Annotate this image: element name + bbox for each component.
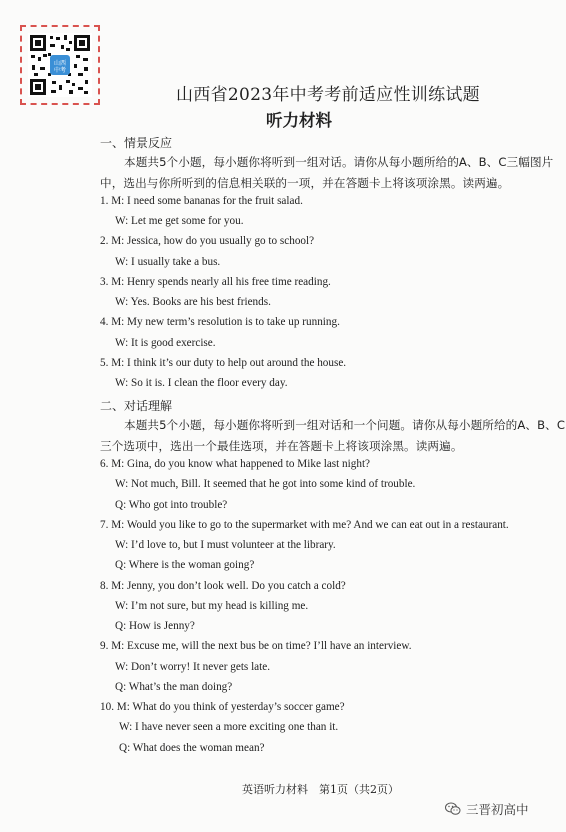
dialogue-line: 9. M: Excuse me, will the next bus be on time? I’ll have an interview.: [100, 640, 412, 652]
qr-code-frame: [20, 25, 100, 105]
dialogue-line: 1. M: I need some bananas for the fruit salad.: [100, 195, 303, 207]
section2-heading: 二、对话理解: [100, 399, 173, 413]
section2-instruction-line1: 本题共5个小题，每小题你将听到一组对话和一个问题。请你从每小题所给的A、B、C: [124, 418, 566, 432]
page-subtitle: 听力材料: [266, 111, 332, 130]
qr-badge-text: 山西中考: [53, 60, 66, 74]
dialogue-line: W: I usually take a bus.: [115, 256, 221, 268]
dialogue-line: W: Let me get some for you.: [115, 215, 244, 227]
page-footer: 英语听力材料 第1页（共2页）: [242, 783, 399, 796]
section1-instruction-line2: 中，选出与你所听到的信息相关联的一项，并在答题卡上将该项涂黑。读两遍。: [100, 176, 510, 190]
dialogue-line: W: I’d love to, but I must volunteer at the library.: [115, 539, 336, 551]
dialogue-line: Q: How is Jenny?: [115, 620, 195, 632]
section2-instruction-line2: 三个选项中，选出一个最佳选项，并在答题卡上将该项涂黑。读两遍。: [100, 439, 463, 453]
dialogue-line: 8. M: Jenny, you don’t look well. Do you catch a cold?: [100, 580, 346, 592]
dialogue-line: Q: Where is the woman going?: [115, 559, 255, 571]
dialogue-line: W: Not much, Bill. It seemed that he got into some kind of trouble.: [115, 478, 416, 490]
dialogue-line: 10. M: What do you think of yesterday’s soccer game?: [100, 701, 345, 713]
wechat-icon: [445, 802, 461, 816]
dialogue-line: Q: What does the woman mean?: [119, 742, 265, 754]
dialogue-line: W: I have never seen a more exciting one than it.: [119, 721, 339, 733]
dialogue-line: W: Don’t worry! It never gets late.: [115, 661, 271, 673]
section1-heading: 一、情景反应: [100, 136, 173, 150]
dialogue-line: 4. M: My new term’s resolution is to take up running.: [100, 316, 340, 328]
dialogue-line: 3. M: Henry spends nearly all his free time reading.: [100, 276, 331, 288]
dialogue-line: 2. M: Jessica, how do you usually go to school?: [100, 235, 315, 247]
dialogue-line: W: It is good exercise.: [115, 337, 216, 349]
watermark-text: 三晋初高中: [466, 802, 529, 817]
dialogue-line: 6. M: Gina, do you know what happened to Mike last night?: [100, 458, 371, 470]
dialogue-line: W: So it is. I clean the floor every day.: [115, 377, 288, 389]
page-title: 山西省2023年中考考前适应性训练试题: [176, 85, 480, 105]
dialogue-line: 5. M: I think it’s our duty to help out around the house.: [100, 357, 347, 369]
dialogue-line: W: Yes. Books are his best friends.: [115, 296, 271, 308]
dialogue-line: W: I’m not sure, but my head is killing me.: [115, 600, 309, 612]
dialogue-line: 7. M: Would you like to go to the supermarket with me? And we can eat out in a restaurant.: [100, 519, 509, 531]
section1-instruction-line1: 本题共5个小题，每小题你将听到一组对话。请你从每小题所给的A、B、C三幅图片: [124, 155, 554, 169]
dialogue-line: Q: What’s the man doing?: [115, 681, 233, 693]
dialogue-line: Q: Who got into trouble?: [115, 499, 228, 511]
